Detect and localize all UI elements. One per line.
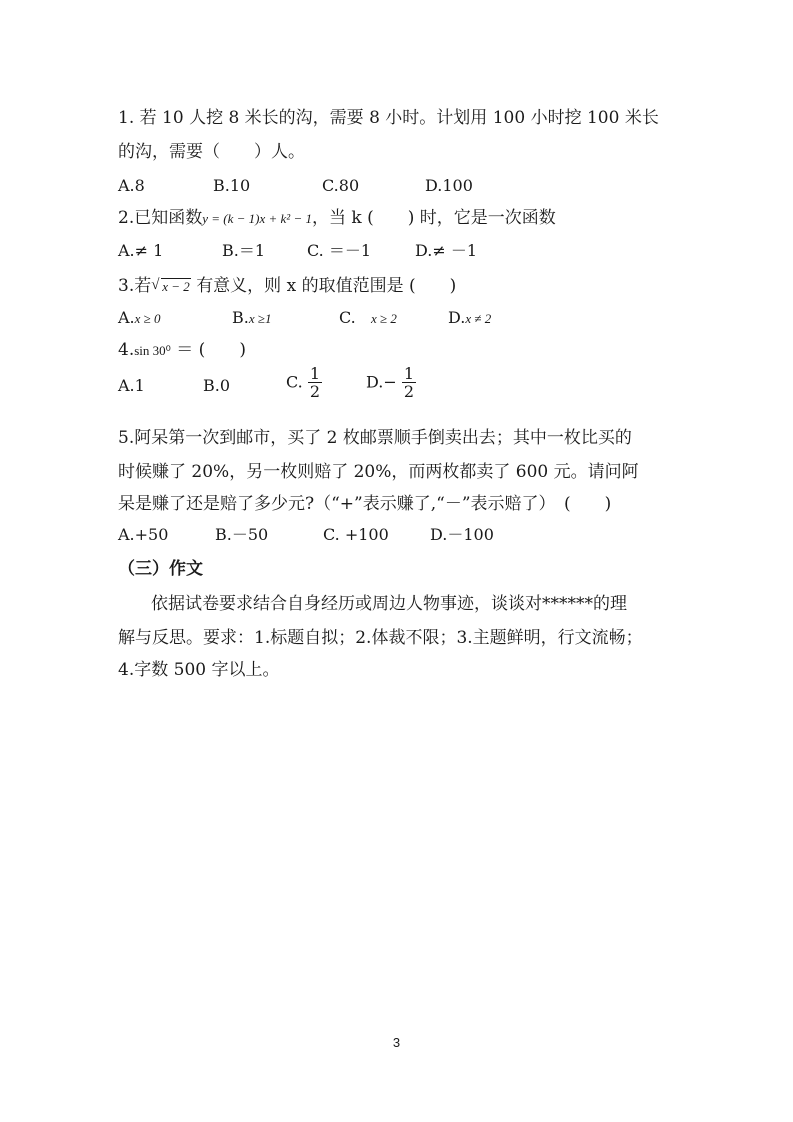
q4-prefix: 4. xyxy=(118,340,135,360)
essay-prompt-line3: 4.字数 500 字以上。 xyxy=(118,660,280,680)
q4-option-c-denominator: 2 xyxy=(309,382,321,401)
q5-stem-line1: 5.阿呆第一次到邮市，买了 2 枚邮票顺手倒卖出去；其中一枚比买的 xyxy=(118,428,632,448)
q2-option-b: B.＝1 xyxy=(222,241,266,260)
q4-option-c-letter: C. xyxy=(286,372,303,392)
q1-option-a: A.8 xyxy=(118,176,145,195)
q4-option-c-fraction xyxy=(308,366,322,400)
q3-option-c xyxy=(339,307,397,330)
q3-stem xyxy=(118,274,456,299)
q3-option-b xyxy=(232,307,272,330)
q3-suffix: 有意义，则 x 的取值范围是 ( ) xyxy=(196,276,457,296)
q4-suffix: ＝ ( ) xyxy=(170,340,246,360)
q3-prefix: 3.若 xyxy=(118,276,152,296)
q1-option-c: C.80 xyxy=(322,176,360,195)
q1-option-b: B.10 xyxy=(213,176,251,195)
q4-option-d-numerator: 1 xyxy=(403,364,415,383)
q5-stem-line3: 呆是赚了还是赔了多少元?（“+”表示赚了,“－”表示赔了） ( ) xyxy=(118,494,612,514)
q5-option-b: B.－50 xyxy=(215,525,269,544)
radical-sign-icon: √ xyxy=(151,277,160,293)
q2-option-d: D.≠ －1 xyxy=(415,241,478,260)
q3-sqrt-expression xyxy=(151,275,191,299)
q3-option-a-expr: x ≥ 0 xyxy=(134,311,161,326)
q4-option-d xyxy=(366,366,416,400)
q2-suffix: ，当 k ( ) 时，它是一次函数 xyxy=(311,208,556,228)
q4-expression: sin 30⁰ xyxy=(134,343,171,358)
section-title: （三）作文 xyxy=(118,559,203,579)
q3-option-c-letter: C. xyxy=(339,308,356,327)
q1-stem-line2: 的沟，需要（ ）人。 xyxy=(118,142,305,162)
q1-stem-line1: 1. 若 10 人挖 8 米长的沟，需要 8 小时。计划用 100 小时挖 100 米长 xyxy=(118,108,659,128)
q4-stem xyxy=(118,338,246,363)
q3-option-b-letter: B. xyxy=(232,308,249,327)
essay-prompt-line1: 依据试卷要求结合自身经历或周边人物事迹，谈谈对******的理 xyxy=(151,594,627,614)
q3-option-a-letter: A. xyxy=(118,308,135,327)
q4-option-d-denominator: 2 xyxy=(403,382,415,401)
q4-option-b: B.0 xyxy=(203,376,231,395)
q4-option-c xyxy=(286,366,322,400)
q2-stem xyxy=(118,206,556,231)
q5-stem-line2: 时候赚了 20%，另一枚则赔了 20%，而两枚都卖了 600 元。请问阿 xyxy=(118,462,639,482)
q3-radicand: x − 2 xyxy=(162,279,190,294)
page-number: 3 xyxy=(392,1035,401,1050)
q3-option-d-letter: D. xyxy=(448,308,466,327)
q3-option-b-expr: x ≥1 xyxy=(248,311,272,326)
q4-option-a: A.1 xyxy=(118,376,145,395)
q4-option-c-numerator: 1 xyxy=(309,364,321,383)
q3-option-c-expr: x ≥ 2 xyxy=(371,311,397,326)
q5-option-c: C. +100 xyxy=(323,525,389,544)
q3-option-a xyxy=(118,307,161,330)
q2-prefix: 2.已知函数 xyxy=(118,208,203,228)
q4-option-d-letter: D.− xyxy=(366,372,397,392)
essay-prompt-line2: 解与反思。要求：1.标题自拟；2.体裁不限；3.主题鲜明，行文流畅； xyxy=(118,628,643,648)
q3-option-d xyxy=(448,307,491,330)
q2-option-a: A.≠ 1 xyxy=(118,241,164,260)
q1-option-d: D.100 xyxy=(425,176,473,195)
q5-option-a: A.+50 xyxy=(118,525,169,544)
q3-option-d-expr: x ≠ 2 xyxy=(465,311,492,326)
q2-formula: y = (k − 1)x + k² − 1 xyxy=(202,211,312,226)
q2-option-c: C. ＝－1 xyxy=(307,241,372,260)
q4-option-d-fraction xyxy=(402,366,416,400)
q5-option-d: D.－100 xyxy=(430,525,494,544)
